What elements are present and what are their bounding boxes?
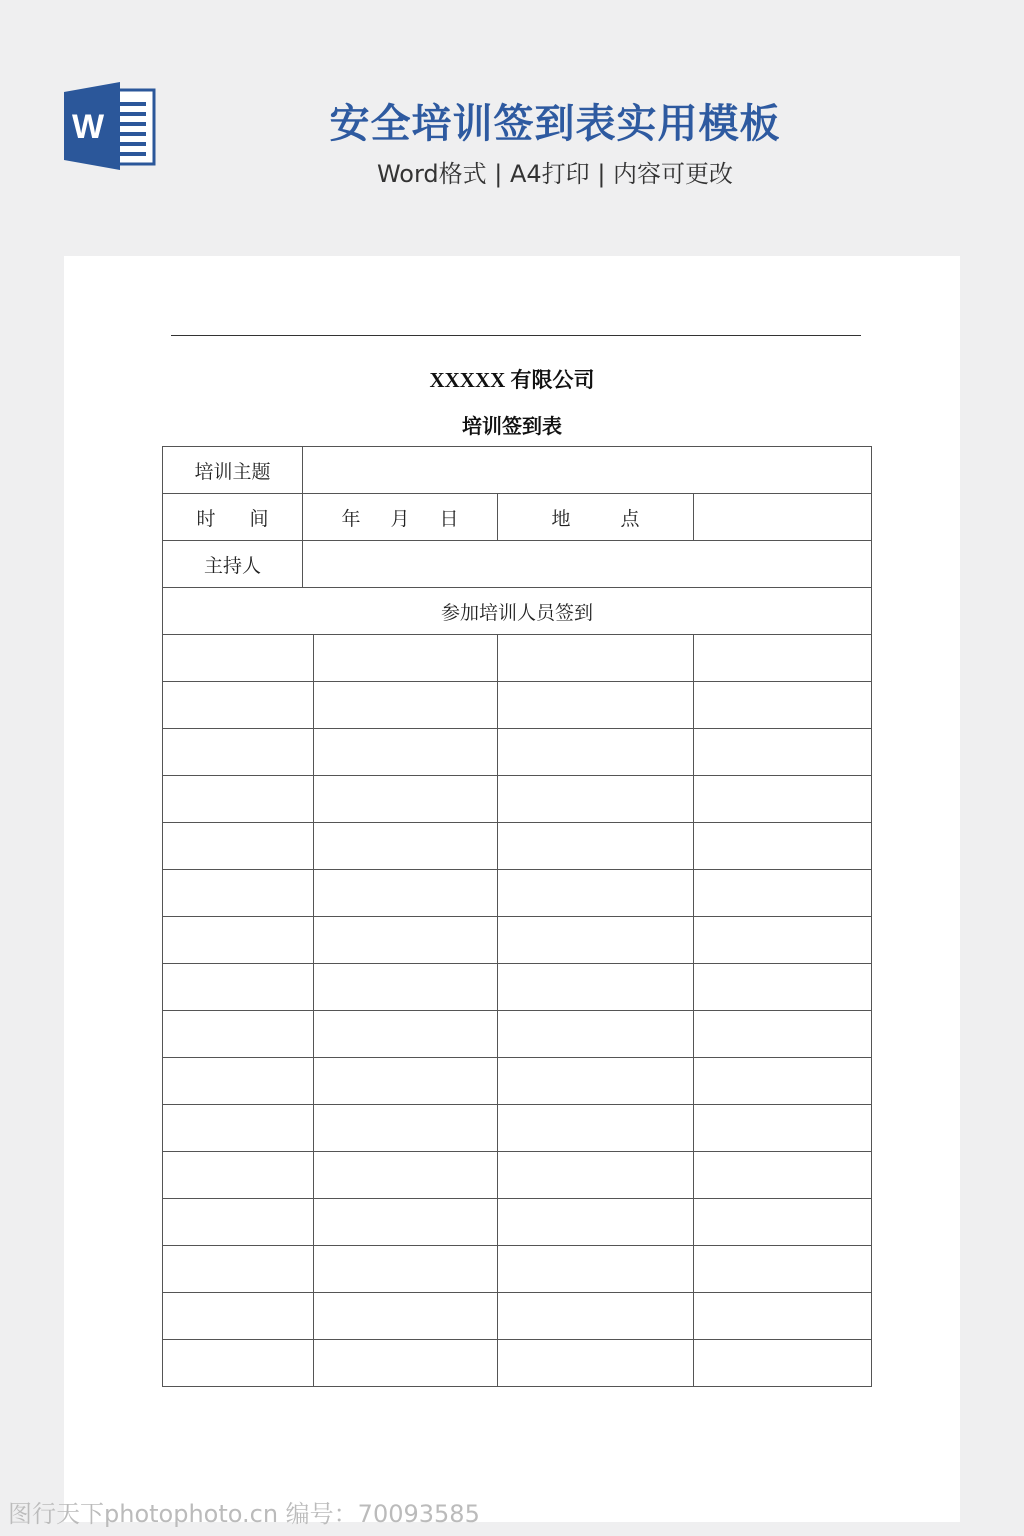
signin-cell[interactable] xyxy=(314,870,498,917)
signin-row xyxy=(163,1011,872,1058)
signin-cell[interactable] xyxy=(314,1011,498,1058)
signin-cell[interactable] xyxy=(498,1293,694,1340)
signin-header-row xyxy=(163,588,872,635)
signin-cell[interactable] xyxy=(163,823,314,870)
signin-row xyxy=(163,870,872,917)
signin-cell[interactable] xyxy=(694,682,872,729)
signin-cell[interactable] xyxy=(314,635,498,682)
signin-cell[interactable] xyxy=(314,823,498,870)
signin-row xyxy=(163,1105,872,1152)
signin-cell[interactable] xyxy=(498,870,694,917)
signin-row xyxy=(163,776,872,823)
word-app-icon xyxy=(64,82,156,170)
signin-cell[interactable] xyxy=(314,917,498,964)
date-cell[interactable]: 年 月 日 xyxy=(303,494,498,541)
signin-cell[interactable] xyxy=(694,1105,872,1152)
signin-row xyxy=(163,1199,872,1246)
signin-cell[interactable] xyxy=(314,1246,498,1293)
signin-cell[interactable] xyxy=(694,1293,872,1340)
signin-cell[interactable] xyxy=(163,682,314,729)
signin-row xyxy=(163,1293,872,1340)
signin-cell[interactable] xyxy=(314,776,498,823)
signin-cell[interactable] xyxy=(163,729,314,776)
signin-cell[interactable] xyxy=(163,917,314,964)
signin-cell[interactable] xyxy=(694,964,872,1011)
signin-cell[interactable] xyxy=(694,1246,872,1293)
signin-row xyxy=(163,729,872,776)
signin-cell[interactable] xyxy=(694,1011,872,1058)
signin-cell[interactable] xyxy=(163,1340,314,1387)
signin-cell[interactable] xyxy=(163,1105,314,1152)
signin-row xyxy=(163,964,872,1011)
signin-row xyxy=(163,1246,872,1293)
signin-cell[interactable] xyxy=(314,1058,498,1105)
signin-cell[interactable] xyxy=(314,1152,498,1199)
signin-cell[interactable] xyxy=(498,1340,694,1387)
company-name: XXXXX 有限公司 xyxy=(429,368,595,392)
topic-label: 培训主题 xyxy=(163,447,303,494)
signin-cell[interactable] xyxy=(694,1152,872,1199)
banner-title: 安全培训签到表实用模板 xyxy=(329,101,781,147)
time-location-row xyxy=(163,494,872,541)
signin-cell[interactable] xyxy=(694,1199,872,1246)
signin-form-table xyxy=(162,446,872,1387)
signin-cell[interactable] xyxy=(314,964,498,1011)
host-row xyxy=(163,541,872,588)
signin-cell[interactable] xyxy=(163,1152,314,1199)
signin-cell[interactable] xyxy=(498,682,694,729)
signin-cell[interactable] xyxy=(498,917,694,964)
signin-cell[interactable] xyxy=(498,729,694,776)
signin-cell[interactable] xyxy=(694,917,872,964)
signin-cell[interactable] xyxy=(163,635,314,682)
signin-cell[interactable] xyxy=(694,776,872,823)
signin-cell[interactable] xyxy=(314,682,498,729)
location-label: 地 点 xyxy=(498,494,694,541)
signin-cell[interactable] xyxy=(163,870,314,917)
signin-cell[interactable] xyxy=(314,1105,498,1152)
form-title: 培训签到表 xyxy=(462,414,562,438)
signin-cell[interactable] xyxy=(163,1199,314,1246)
signin-cell[interactable] xyxy=(163,1011,314,1058)
signin-cell[interactable] xyxy=(163,1293,314,1340)
signin-cell[interactable] xyxy=(694,729,872,776)
host-label: 主持人 xyxy=(163,541,303,588)
signin-row xyxy=(163,823,872,870)
signin-row xyxy=(163,1340,872,1387)
signin-cell[interactable] xyxy=(498,1011,694,1058)
header-rule xyxy=(171,335,861,336)
signin-cell[interactable] xyxy=(163,964,314,1011)
signin-cell[interactable] xyxy=(498,1105,694,1152)
signin-cell[interactable] xyxy=(498,1199,694,1246)
topic-input-cell[interactable] xyxy=(303,447,872,494)
document-page xyxy=(64,256,960,1522)
signin-row xyxy=(163,1152,872,1199)
signin-cell[interactable] xyxy=(314,729,498,776)
signin-cell[interactable] xyxy=(498,1152,694,1199)
signin-cell[interactable] xyxy=(498,1058,694,1105)
signin-cell[interactable] xyxy=(163,1058,314,1105)
signin-cell[interactable] xyxy=(694,635,872,682)
signin-row xyxy=(163,1058,872,1105)
signin-cell[interactable] xyxy=(498,635,694,682)
signin-row xyxy=(163,635,872,682)
topic-row xyxy=(163,447,872,494)
signin-cell[interactable] xyxy=(314,1293,498,1340)
signin-cell[interactable] xyxy=(314,1199,498,1246)
signin-cell[interactable] xyxy=(694,870,872,917)
signin-cell[interactable] xyxy=(314,1340,498,1387)
host-input-cell[interactable] xyxy=(303,541,872,588)
watermark: 图行天下photophoto.cn 编号：70093585 xyxy=(8,1500,480,1528)
time-label: 时 间 xyxy=(163,494,303,541)
banner-subtitle: Word格式 | A4打印 | 内容可更改 xyxy=(376,160,734,188)
signin-cell[interactable] xyxy=(163,776,314,823)
signin-cell[interactable] xyxy=(498,964,694,1011)
signin-cell[interactable] xyxy=(498,823,694,870)
signin-row xyxy=(163,917,872,964)
signin-cell[interactable] xyxy=(163,1246,314,1293)
signin-cell[interactable] xyxy=(498,1246,694,1293)
signin-cell[interactable] xyxy=(694,823,872,870)
location-input-cell[interactable] xyxy=(694,494,872,541)
signin-cell[interactable] xyxy=(694,1340,872,1387)
word-logo-letter: W xyxy=(71,108,105,146)
signin-header: 参加培训人员签到 xyxy=(163,588,872,635)
signin-row xyxy=(163,682,872,729)
signin-cell[interactable] xyxy=(498,776,694,823)
signin-cell[interactable] xyxy=(694,1058,872,1105)
